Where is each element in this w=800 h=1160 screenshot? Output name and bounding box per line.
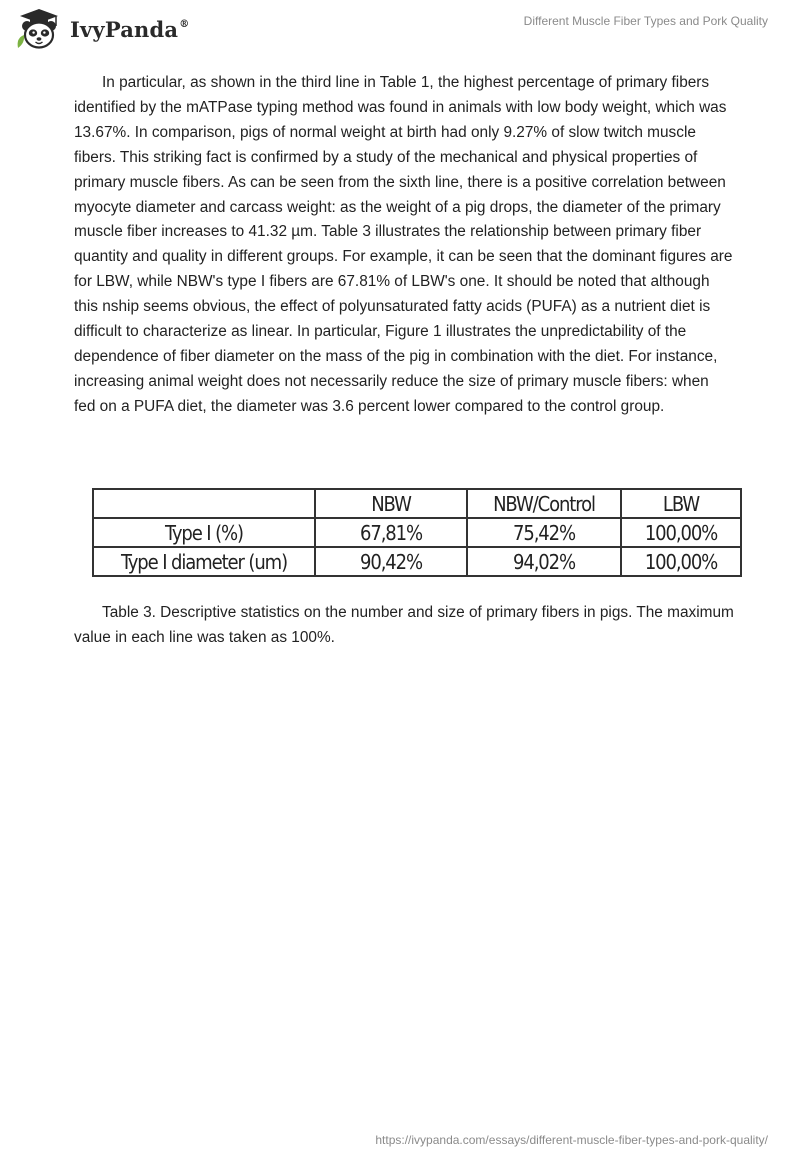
main-content xyxy=(74,71,734,420)
table-cell: 67,81% xyxy=(315,518,467,547)
page-header xyxy=(0,0,800,60)
body-paragraph: In particular, as shown in the third line in Table 1, the highest percentage of primary fibers identified by the mATPase typing method was found in animals with low body weight, which was 13.67%. In comparison, pigs of normal weight at birth had only 9.27% of slow twitch muscle fibers. This striking fact is confirmed by a study of the mechanical and physical properties of primary muscle fibers. As can be seen from the sixth line, there is a positive correlation between myocyte diameter and carcass weight: as the weight of a pig drops, the diameter of the primary muscle fiber increases to 41.32 µm. Table 3 illustrates the relationship between primary fiber quantity and quality in different groups. For example, it can be seen that the dominant figures are for LBW, while NBW's type I fibers are 67.81% of LBW's one. It should be noted that although this nship seems obvious, the effect of polyunsaturated fatty acids (PUFA) as a nutrient diet is difficult to characterize as linear. In particular, Figure 1 illustrates the unpredictability of the dependence of fiber diameter on the mass of the pig in combination with the diet. For instance, increasing animal weight does not necessarily reduce the size of primary muscle fibers: when fed on a PUFA diet, the diameter was 3.6 percent lower compared to the control group. xyxy=(74,74,733,415)
table-row-label: Type I diameter (um) xyxy=(93,547,315,576)
table-cell: 94,02% xyxy=(467,547,621,576)
table-row-label: Type I (%) xyxy=(93,518,315,547)
registered-mark: ® xyxy=(179,18,190,30)
brand-name: IvyPanda® xyxy=(70,16,190,42)
stats-table-container xyxy=(92,488,740,577)
panda-graduate-logo-icon xyxy=(14,8,64,50)
table-row xyxy=(93,518,741,547)
descriptive-stats-table xyxy=(92,488,742,577)
document-title: Different Muscle Fiber Types and Pork Quality xyxy=(523,14,768,28)
table-cell: 75,42% xyxy=(467,518,621,547)
table-cell: 100,00% xyxy=(621,518,741,547)
table-cell: 100,00% xyxy=(621,547,741,576)
footer-source-link[interactable]: https://ivypanda.com/essays/different-muscle-fiber-types-and-pork-quality/ xyxy=(375,1133,768,1147)
table-header-cell: NBW/Control xyxy=(467,489,621,518)
table-caption: Table 3. Descriptive statistics on the number and size of primary fibers in pigs. The maximum value in each line was taken as 100%. xyxy=(74,604,734,646)
brand-logo[interactable] xyxy=(14,8,189,50)
table-header-cell: LBW xyxy=(621,489,741,518)
table-header-cell: NBW xyxy=(315,489,467,518)
table-header-cell xyxy=(93,489,315,518)
table-header-row xyxy=(93,489,741,518)
table-cell: 90,42% xyxy=(315,547,467,576)
table-row xyxy=(93,547,741,576)
table-caption-block xyxy=(74,601,734,651)
